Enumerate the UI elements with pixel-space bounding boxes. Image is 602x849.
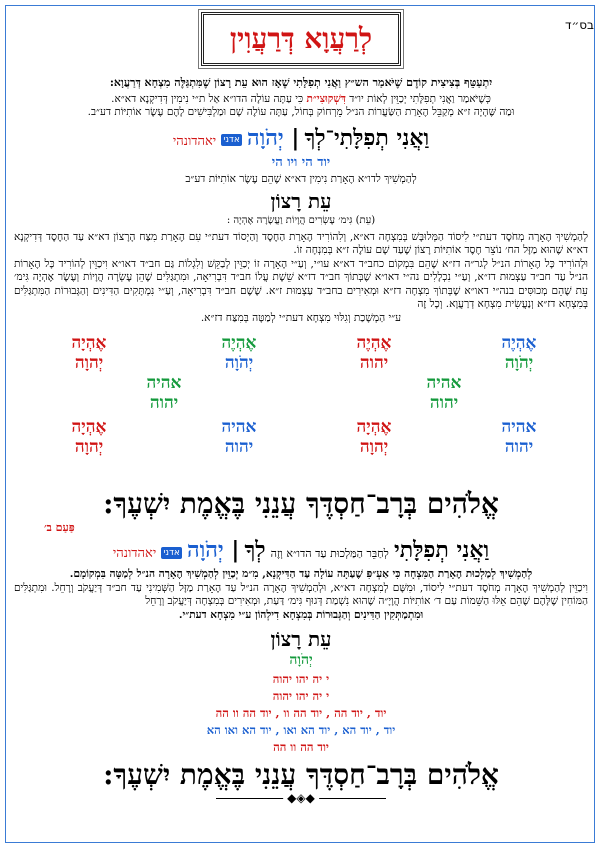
section1-verse: וַאֲנִי תְפִלָּתִי־לְךָ — [304, 124, 430, 151]
section5-lines — [14, 671, 588, 756]
grid-cell-6: אהיה יהוה — [501, 417, 537, 457]
section1-divine-name: יְהֹוָה — [246, 124, 284, 151]
section1-note: לְהַמְשִׁיךְ לדו״א הֶאָרַת נִימִין דא״א שֶׁהֵם עֶשֶׂר אוֹתִיּוֹת דע״ב — [185, 172, 417, 185]
section4-verse-row: וַאֲנִי תְפִלָּתִי לְחַבֵּר הַמַּלְכוּת עַד הדו״א וְזֶה לְךָ | יְהֹוָה אדני יאהדונהי — [112, 537, 490, 563]
section2-para-1: לְהַמְשִׁיךְ הֶאָרָה מְחֹסֶד דעת״י לִיסוֹד הַמְּלוּבָּשׁ בְּמִצְחָה דא״א, וְלִהוֹרִיד הֶאָרַת הַחֶסֶד וְהַיְסוֹד דעת״י עִם הֶאָרַת מִצַּח הָרָצוֹן דא״א עַד הַחֶסֶד דְּדִיקְנָא דא״א שֶׁהוּא מַזָּל הח׳ נוֹצֵר חֶסֶד אוֹתִיּוֹת רָצוֹן שֶׁעַד שָׁם עוֹלֶה ז״א בְּמִנְחָה זוֹ. — [14, 230, 588, 256]
page-title: לְרַעֲוָא דְּרַעֲוִין — [201, 12, 401, 66]
section4-lekha: לְךָ — [244, 537, 266, 563]
bsd-abbreviation: בס״ד — [564, 18, 594, 32]
section4-para-2: וִיכַוֵּין לְהַמְשִׁיךְ הֶאָרָה מְחֹסֶד דעת״י לִיסוֹד, וּמִשָּׁם לְמִצְחָה דא״א, וּלְהַמְשִׁיךְ הֶאָרָה הנ״ל עַד הֶאָרַת מַזָּל הַשְּׁמִינִי עַד חב״ד דְּיַעֲקֹב וְרָחֵל. וּמִתְגַּלִּים הַמּוֹחִין שֶׁלָּהֶם שֶׁהֵם אֵלּוּ הַשֵּׁמוֹת עַם ד׳ אוֹתִיּוֹת הֲוָיָ״ה שֶׁהוּא נִשְׁמַת דְּגוּף גִּימ׳ דַּעַת, וּמְאִירִים בְּמִצְחָה דְּיַעֲקֹב וְרָחֵל — [14, 581, 588, 607]
grid-cell-7: אֶהְיָה יְהוָה — [356, 417, 392, 457]
section1-verse-row: וַאֲנִי תְפִלָּתִי־לְךָ | יְהֹוָה אדני יאהדונהי — [172, 124, 430, 151]
section5-line-4: יוד , יוד הא , יוד הא ואו , יוד הא ואו הא — [206, 723, 396, 737]
section5-verse: אֱלֹהִים בְּרָב־חַסְדֶּךָ עֲנֵנִי בֶּאֱמֶת יִשְׁעֶךָ: — [103, 758, 499, 791]
intro-line-2-c: כִּי עַתָּה עוֹלָה הדו״א אַל ת״י נִימִין דְּדִיקְנָא דא״א. — [111, 92, 304, 105]
section2-para-3: ע״י הַמְשָׁכַת וְגִלּוּי מִצְחָא דעת״י לְמַטָּה בְּמִצַּח דז״א. — [200, 311, 402, 324]
section5-line-1: י יה יהו יהוה — [272, 672, 330, 686]
section4-name-suffix: יאהדונהי — [112, 546, 157, 561]
pa-am-label: פַּעַם ב׳ — [44, 521, 75, 534]
section4-para-1: לְהַמְשִׁיךְ לְמַלְכוּת הֶאָרַת הַמִּצְחָה כִּי אַעְ״פִּ שֶׁעַתָּה עוֹלָה עַד הַדִּיקְנָא, מִ״מ יְכַוֵּין לְהַמְשִׁיךְ הֶאָרָה הנ״ל לְמַטָּה בִּמְקוֹמָם. — [69, 568, 533, 580]
grid-cell-10: אֶהְיָה יְהוָה — [71, 417, 107, 457]
intro-line-3: וּמַה שֶּׁהָיָה ז״א מְקַבֵּל הֶאָרַת הַשַּׂעֲרוֹת הנ״ל מֵרְחוֹק בְּחוֹל, עַתָּה עוֹלֶה שָׁם וּמַלְבִּישִׁים לָהֶם עֶשֶׂר אוֹתִיּוֹת דע״ב. — [87, 106, 515, 118]
grid-cell-4: אהיה יהוה — [426, 373, 462, 413]
title-wrap — [14, 8, 588, 66]
grid-cell-2: אֶהְיֶה יהוה — [356, 333, 392, 373]
section2-heading: עֵת רָצוֹן — [270, 189, 332, 213]
ornament-icon: ◆◈◆ — [283, 791, 319, 805]
section4-badge: אדני — [163, 547, 180, 558]
section5-line-2: י יה יהו יהוה — [272, 689, 330, 703]
section1-badge: אדני — [223, 135, 240, 145]
section1-name-suffix: יאהדונהי — [172, 133, 217, 149]
section1-subtitle: יוד הי ויו הי — [271, 154, 331, 170]
intro-line-2-a: כְּשֶׁיֹּאמַר וַאֲנִי תְפִלָּתִי יְכַוֵּין לְאוֹת יו״ד — [349, 92, 491, 105]
section4-verse: וַאֲנִי תְפִלָּתִי — [393, 537, 490, 563]
intro-line-2 — [14, 93, 588, 107]
section5-name: יְהֹוָה — [289, 652, 313, 668]
names-grid — [14, 331, 588, 481]
section5-heading: עֵת רָצוֹן — [270, 627, 332, 651]
grid-cell-9: אהיה יהוה — [146, 373, 182, 413]
intro-line-1: יִתְעַטֵּף בְּצִיצִית קוֹדֶם שֶׁיֹּאמַר הש״ץ וַאֲנִי תְפִלָּתִי שֶׁאָז הוּא עֵת רָצוֹן שֶׁמִּתְגַּלֶּה מִצְחָא דְּרַעֲוָא: — [109, 76, 493, 89]
section3-verse: אֱלֹהִים בְּרָב־חַסְדֶּךָ עֲנֵנִי בֶּאֱמֶת יִשְׁעֶךָ: — [103, 487, 499, 520]
section4-para-3: וּמִתְמַתְּקִין הַדִּינִים וְהַגְּבוּרוֹת בְּמִצְחָא דִילְהוֹן ע״י מִצְחָא דעת״י. — [178, 608, 424, 621]
grid-cell-8: אהיה יהוה — [221, 417, 257, 457]
section2-para-2: וּלְהוֹרִיד כָּל הֶאָרוֹת הנ״ל לְגר״ה דז״א שֶׁהֵם בִּמְקוֹם כחב״ד דא״א עו״י, וְעַ״י הֶאָרָה זוֹ יְכַוֵּין לְבַקֵּשׁ וְלִגְלוֹת גַּם חב״ד דאו״א וִיכַוֵּין לְהוֹרִיד כָּל הֶאָרוֹת הנ״ל עַד חב״ד עַצְמוּת דז״א, וְעַ״י נִכְלָלִים נה״י דאו״א שֶׁבְּתוֹךְ חב״ד דז״א שֵׁשֶׁת עֲלוֹ חב״ד דִּבְרִיאָה, וּמִתְגַּלִּים שֶׁהֵן עֶשְׂרָה הֲוָיוֹת וְעֶשֶׂר אֶהְיֶה גִּימ׳ עֵת שֶׁהֵם מְכוּסִּים בנה״י דאו״א שֶׁבְּתוֹךְ מִצְחָה דז״א וּמְאִירִים בחב״ד עַצְמוּת ז״א. שֶׁשֶׁם חב״ד דִּבְרִיאָה, וְעַ״י נִמְתָּקִים הַדִּינִים וְהַגְּבוּרוֹת הַמִּתְגַּלִּים בְּמִצְחָא דז״א וְנַעֲשִׂית מִצְחָא דְרַעֲוָא. וְכָל זֶה — [14, 257, 588, 310]
section4-divine-name: יְהֹוָה — [186, 537, 224, 563]
grid-cell-5: אֶהְיָה יְהוָה — [71, 333, 107, 373]
section5-line-3: יוד , יוד הה , יוד הה וו , יוד הה וו הה — [215, 706, 387, 720]
grid-cell-3: אֶהְיֶה יְהֹוָה — [221, 333, 257, 373]
footer-rule — [216, 791, 386, 805]
intro-line-2-b: דִּשְׁקוּצִי״ת — [306, 92, 346, 105]
prayer-page — [14, 8, 588, 805]
section5-line-5: יוד הה וו הה — [273, 740, 329, 754]
section4-inline: לְחַבֵּר הַמַּלְכוּת עַד הדו״א וְזֶה — [270, 547, 389, 560]
section2-sub: (עֵת) גִּימ׳ עֶשְׂרִים הֲוָיוֹת וַעֲשָׂרָה אֶהְיֶה : — [226, 215, 376, 226]
grid-cell-1: אֶהְיֶה יְהֹוָה — [501, 333, 537, 373]
